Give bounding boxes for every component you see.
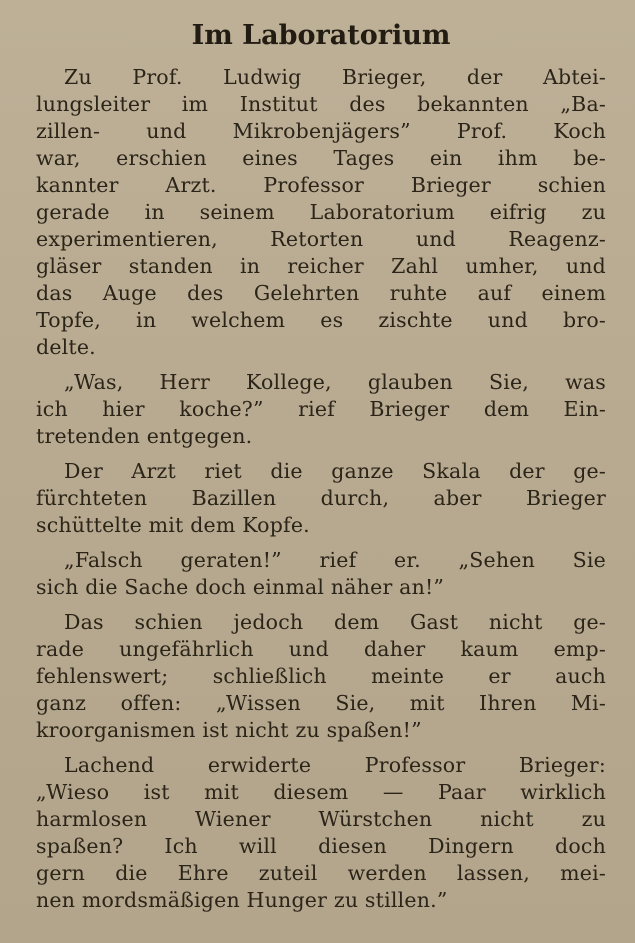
text-line: zillen- und Mikrobenjägers” Prof. Koch	[36, 119, 606, 143]
text-line: „Was, Herr Kollege, glauben Sie, was	[64, 370, 606, 394]
text-line: Zu Prof. Ludwig Brieger, der Abtei-	[64, 65, 606, 89]
text-line: war, erschien eines Tages ein ihm be-	[36, 146, 606, 170]
text-line: „Falsch geraten!” rief er. „Sehen Sie	[64, 548, 606, 572]
article-paragraph	[36, 609, 606, 744]
text-line: experimentieren, Retorten und Reagenz-	[36, 227, 606, 251]
text-line: gern die Ehre zuteil werden lassen, mei-	[36, 861, 606, 885]
text-line: Lachend erwiderte Professor Brieger:	[64, 753, 606, 777]
text-line: kroorganismen ist nicht zu spaßen!”	[36, 718, 422, 742]
text-line: fürchteten Bazillen durch, aber Brieger	[36, 486, 606, 510]
article-paragraph	[36, 752, 606, 914]
article-paragraph	[36, 64, 606, 361]
text-line: schüttelte mit dem Kopfe.	[36, 513, 310, 537]
text-line: Das schien jedoch dem Gast nicht ge-	[64, 610, 606, 634]
text-line: Topfe, in welchem es zischte und bro-	[36, 308, 606, 332]
text-line: tretenden entgegen.	[36, 424, 253, 448]
text-line: rade ungefährlich und daher kaum emp-	[36, 637, 606, 661]
text-line: sich die Sache doch einmal näher an!”	[36, 575, 445, 599]
text-line: ich hier koche?” rief Brieger dem Ein-	[36, 397, 606, 421]
article-paragraph	[36, 547, 606, 601]
text-line: das Auge des Gelehrten ruhte auf einem	[36, 281, 606, 305]
text-line: Der Arzt riet die ganze Skala der ge-	[64, 459, 606, 483]
text-line: fehlenswert; schließlich meinte er auch	[36, 664, 606, 688]
text-line: ganz offen: „Wissen Sie, mit Ihren Mi-	[36, 691, 606, 715]
text-line: kannter Arzt. Professor Brieger schien	[36, 173, 606, 197]
text-line: harmlosen Wiener Würstchen nicht zu	[36, 807, 606, 831]
article-paragraph	[36, 458, 606, 539]
text-line: „Wieso ist mit diesem — Paar wirklich	[36, 780, 606, 804]
text-line: nen mordsmäßigen Hunger zu stillen.”	[36, 888, 448, 912]
text-line: gerade in seinem Laboratorium eifrig zu	[36, 200, 606, 224]
article-body	[36, 64, 606, 914]
text-line: delte.	[36, 335, 96, 359]
text-line: spaßen? Ich will diesen Dingern doch	[36, 834, 606, 858]
article-paragraph	[36, 369, 606, 450]
text-line: lungsleiter im Institut des bekannten „Ba-	[36, 92, 606, 116]
article	[36, 18, 606, 918]
article-title: Im Laboratorium	[191, 20, 451, 51]
text-line: gläser standen in reicher Zahl umher, und	[36, 254, 606, 278]
